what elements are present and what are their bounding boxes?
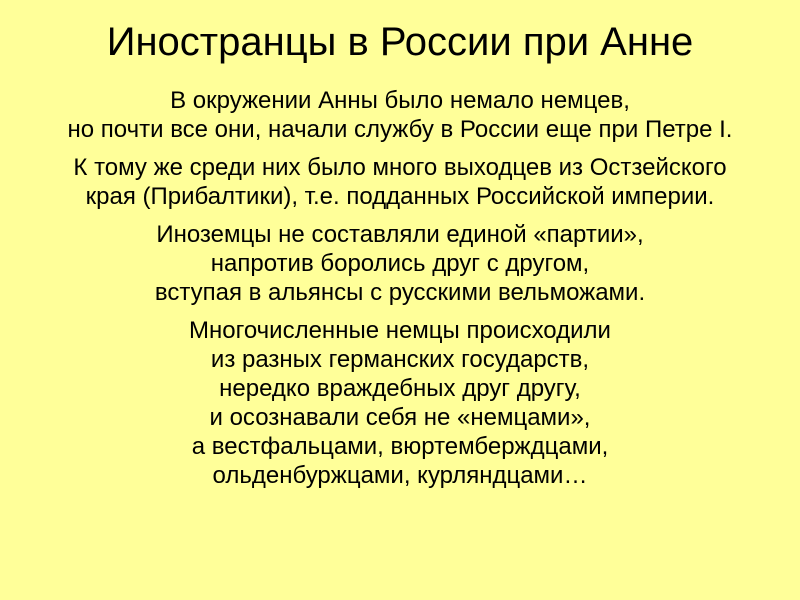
paragraph-2-line-2: края (Прибалтики), т.е. подданных Российской империи. — [85, 183, 715, 210]
paragraph-1-line-2: но почти все они, начали службу в России еще при Петре I. — [67, 116, 733, 143]
paragraph-4-line-6: ольденбуржцами, курляндцами… — [212, 462, 588, 489]
paragraph-4-line-1: Многочисленные немцы происходили — [189, 317, 611, 344]
paragraph-4 — [0, 316, 800, 490]
paragraph-3-line-3: вступая в альянсы с русскими вельможами. — [154, 279, 646, 306]
slide-body — [0, 86, 800, 499]
paragraph-2 — [0, 153, 800, 211]
paragraph-1-line-1: В окружении Анны было немало немцев, — [170, 87, 630, 114]
paragraph-4-line-3: нередко враждебных друг другу, — [219, 375, 581, 402]
paragraph-1 — [0, 86, 800, 144]
paragraph-3-line-1: Иноземцы не составляли единой «партии», — [156, 221, 644, 248]
paragraph-4-line-2: из разных германских государств, — [210, 346, 590, 373]
paragraph-3 — [0, 220, 800, 307]
paragraph-4-line-5: а вестфальцами, вюртемберждцами, — [191, 433, 609, 460]
paragraph-2-line-1: К тому же среди них было много выходцев из Остзейского — [73, 154, 727, 181]
paragraph-3-line-2: напротив боролись друг с другом, — [210, 250, 590, 277]
paragraph-4-line-4: и осознавали себя не «немцами», — [209, 404, 591, 431]
slide-title: Иностранцы в России при Анне — [106, 20, 694, 64]
